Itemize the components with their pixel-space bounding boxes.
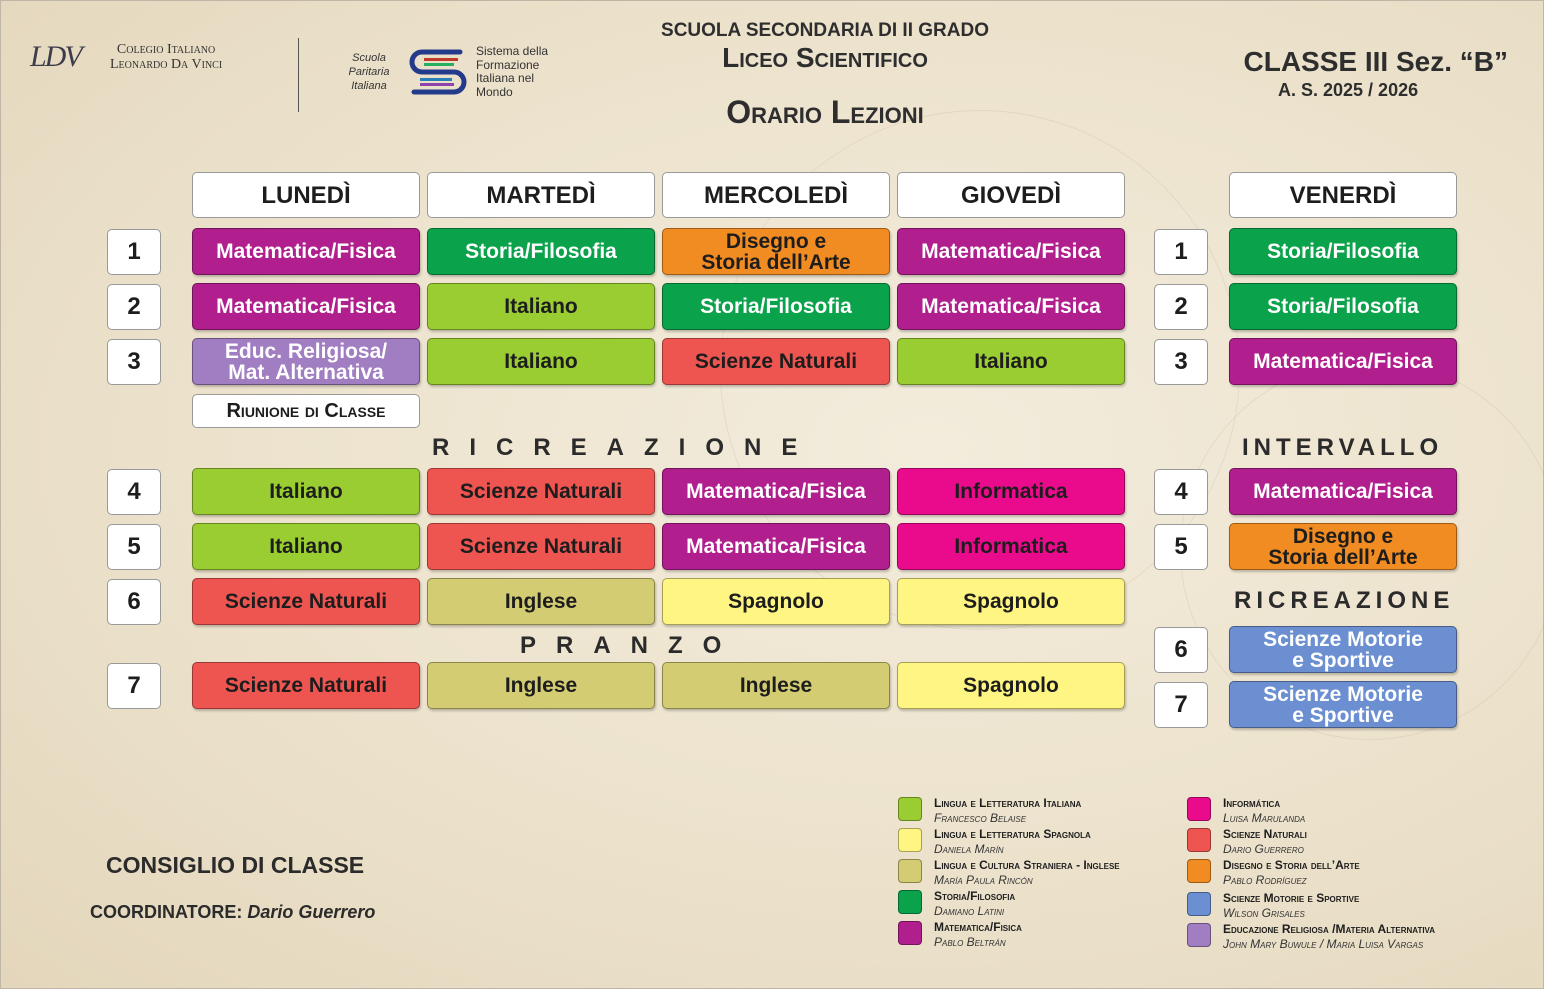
- lesson-cell: Matematica/Fisica: [662, 468, 890, 515]
- intervallo-label: INTERVALLO: [1242, 434, 1444, 461]
- day-header-venerdi: VENERDÌ: [1229, 172, 1457, 218]
- class-label: CLASSE III Sez. “B”: [1243, 46, 1508, 77]
- lesson-cell: Informatica: [897, 523, 1125, 570]
- ldv-logo-mark: LDV: [30, 40, 81, 73]
- lesson-cell: Italiano: [427, 283, 655, 330]
- legend-swatch: [1187, 892, 1211, 916]
- legend-item: Matematica/Fisica Pablo Beltrán: [898, 920, 1022, 950]
- period-number: 4: [107, 469, 161, 515]
- school-level-title: SCUOLA SECONDARIA DI II GRADO: [661, 20, 989, 41]
- riunione-di-classe: Riunione di Classe: [192, 394, 420, 428]
- lesson-cell: Matematica/Fisica: [1229, 468, 1457, 515]
- day-header-martedi: MARTEDÌ: [427, 172, 655, 218]
- lesson-cell: Storia/Filosofia: [1229, 228, 1457, 275]
- period-number: 2: [107, 284, 161, 330]
- lesson-cell: Matematica/Fisica: [897, 228, 1125, 275]
- lesson-cell: Matematica/Fisica: [192, 228, 420, 275]
- scuola-paritaria-text: Scuola Paritaria Italiana: [348, 52, 390, 92]
- legend-item: Lingua e Letteratura Italiana Francesco Belaise: [898, 796, 1081, 826]
- colegio-name: Colegio Italiano Leonardo Da Vinci: [110, 42, 223, 72]
- period-number: 1: [1154, 229, 1208, 275]
- school-year: A. S. 2025 / 2026: [1278, 80, 1419, 100]
- legend-swatch: [898, 921, 922, 945]
- period-number: 3: [1154, 339, 1208, 385]
- lesson-cell: Scienze Naturali: [427, 468, 655, 515]
- lesson-cell: Storia/Filosofia: [1229, 283, 1457, 330]
- period-number: 1: [107, 229, 161, 275]
- lesson-cell: Scienze Naturali: [662, 338, 890, 385]
- lesson-cell: Matematica/Fisica: [1229, 338, 1457, 385]
- legend-item: Storia/Filosofia Damiano Latini: [898, 889, 1015, 919]
- legend-item: Lingua e Letteratura Spagnola Daniela Marín: [898, 827, 1091, 857]
- lesson-cell: Italiano: [192, 468, 420, 515]
- lesson-cell: Scienze Naturali: [427, 523, 655, 570]
- lesson-cell: Disegno e Storia dell’Arte: [1229, 523, 1457, 570]
- period-number: 7: [1154, 682, 1208, 728]
- colegio-logo: [30, 40, 222, 74]
- legend-item: Disegno e Storia dell’Arte Pablo Rodríguez: [1187, 858, 1360, 888]
- period-number: 2: [1154, 284, 1208, 330]
- sistema-logo: [338, 44, 548, 100]
- books-s-icon: [406, 44, 470, 100]
- lesson-cell: Inglese: [662, 662, 890, 709]
- lesson-cell: Italiano: [192, 523, 420, 570]
- period-number: 6: [107, 579, 161, 625]
- period-number: 4: [1154, 469, 1208, 515]
- period-number: 7: [107, 663, 161, 709]
- legend-item: Scienze Naturali Dario Guerrero: [1187, 827, 1307, 857]
- coordinator-label: COORDINATORE:: [90, 902, 243, 922]
- day-header-giovedi: GIOVEDÌ: [897, 172, 1125, 218]
- lesson-cell: Matematica/Fisica: [192, 283, 420, 330]
- lesson-cell: Storia/Filosofia: [662, 283, 890, 330]
- legend-item: Scienze Motorie e Sportive Wilson Grisales: [1187, 891, 1359, 921]
- legend-swatch: [1187, 859, 1211, 883]
- ricreazione-label: RICREAZIONE: [432, 434, 818, 461]
- lesson-cell: Scienze Motorie e Sportive: [1229, 681, 1457, 728]
- legend-item: Informática Luisa Marulanda: [1187, 796, 1305, 826]
- legend-item: Lingua e Cultura Straniera - Inglese María Paula Rincón: [898, 858, 1120, 888]
- lesson-cell: Italiano: [427, 338, 655, 385]
- sistema-formazione-text: Sistema della Formazione Italiana nel Mondo: [476, 44, 549, 99]
- lesson-cell: Inglese: [427, 662, 655, 709]
- day-header-mercoledi: MERCOLEDÌ: [662, 172, 890, 218]
- lesson-cell: Scienze Motorie e Sportive: [1229, 626, 1457, 673]
- lesson-cell: Matematica/Fisica: [897, 283, 1125, 330]
- consiglio-di-classe-heading: CONSIGLIO DI CLASSE: [106, 852, 365, 878]
- lesson-cell: Storia/Filosofia: [427, 228, 655, 275]
- coordinator-name: Dario Guerrero: [247, 902, 376, 922]
- lesson-cell: Italiano: [897, 338, 1125, 385]
- lesson-cell: Matematica/Fisica: [662, 523, 890, 570]
- legend-swatch: [898, 890, 922, 914]
- legend-swatch: [1187, 923, 1211, 947]
- ricreazione-friday-label: RICREAZIONE: [1234, 587, 1455, 614]
- coordinator-line: [90, 902, 375, 923]
- lesson-cell: Disegno e Storia dell’Arte: [662, 228, 890, 275]
- legend-swatch: [898, 828, 922, 852]
- page-title: Orario Lezioni: [726, 94, 924, 130]
- lesson-cell: Spagnolo: [897, 662, 1125, 709]
- period-number: 3: [107, 339, 161, 385]
- period-number: 5: [1154, 524, 1208, 570]
- period-number: 6: [1154, 627, 1208, 673]
- legend-swatch: [1187, 828, 1211, 852]
- lesson-cell: Informatica: [897, 468, 1125, 515]
- lesson-cell: Inglese: [427, 578, 655, 625]
- lesson-cell: Spagnolo: [662, 578, 890, 625]
- lesson-cell: Educ. Religiosa/ Mat. Alternativa: [192, 338, 420, 385]
- lesson-cell: Scienze Naturali: [192, 662, 420, 709]
- legend-swatch: [1187, 797, 1211, 821]
- lesson-cell: Spagnolo: [897, 578, 1125, 625]
- legend-swatch: [898, 859, 922, 883]
- pranzo-label: PRANZO: [520, 632, 742, 659]
- period-number: 5: [107, 524, 161, 570]
- lesson-cell: Scienze Naturali: [192, 578, 420, 625]
- legend-item: Educazione Religiosa /Materia Alternativa John Mary Buwule / Maria Luisa Vargas: [1187, 922, 1435, 952]
- day-header-lunedi: LUNEDÌ: [192, 172, 420, 218]
- logo-divider: [298, 38, 299, 112]
- school-name-title: Liceo Scientifico: [722, 42, 928, 73]
- legend-swatch: [898, 797, 922, 821]
